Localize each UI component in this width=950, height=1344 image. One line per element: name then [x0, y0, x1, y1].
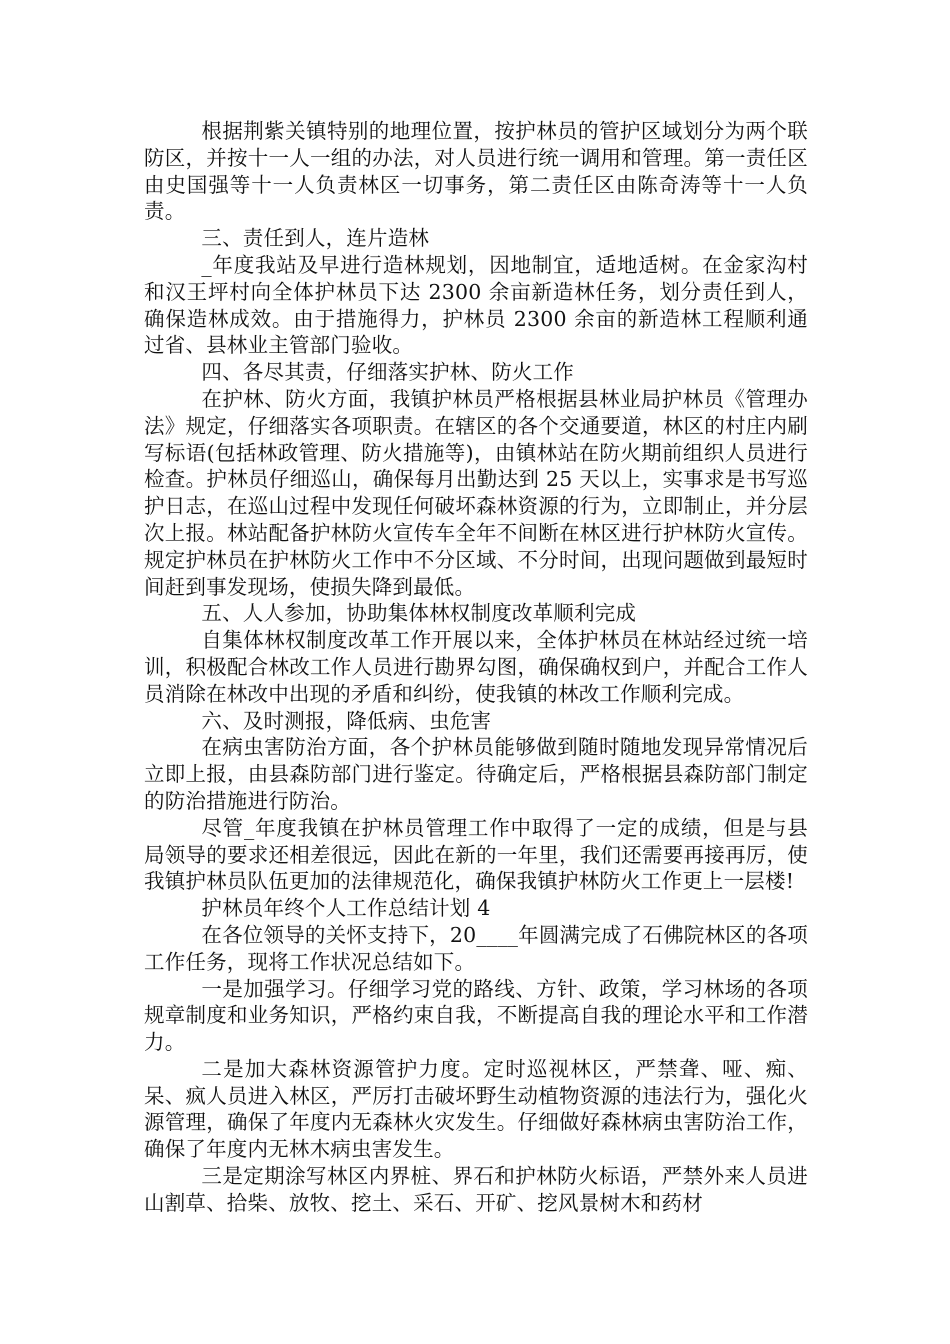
paragraph-conclusion: 尽管_年度我镇在护林员管理工作中取得了一定的成绩，但是与县局领导的要求还相差很远，因此在新的一年里，我们还需要再接再厉，使我镇护林员队伍更加的法律规范化，确保我镇护林防火工作更上一层楼! [144, 815, 808, 894]
section-heading-forest-reform: 五、人人参加，协助集体林权制度改革顺利完成 [201, 601, 637, 626]
section-heading-pest-control: 六、及时测报，降低病、虫危害 [201, 708, 492, 733]
paragraph-resource-protection: 二是加大森林资源管护力度。定时巡视林区，严禁聋、哑、痴、呆、疯人员进入林区，严厉打击破坏野生动植物资源的违法行为，强化火源管理，确保了年度内无森林火灾发生。仔细做好森林病虫害防治工作，确保了年度内无林木病虫害发生。 [144, 1056, 808, 1162]
document-subtitle: 护林员年终个人工作总结计划 4 [201, 896, 491, 921]
paragraph-study: 一是加强学习。仔细学习党的路线、方针、政策，学习林场的各项规章制度和业务知识，严格约束自我，不断提高自我的理论水平和工作潜力。 [144, 976, 808, 1055]
document-body [144, 118, 808, 1217]
paragraph-pest-control: 在病虫害防治方面，各个护林员能够做到随时随地发现异常情况后立即上报，由县森防部门进行鉴定。待确定后，严格根据县森防部门制定的防治措施进行防治。 [144, 735, 808, 813]
paragraph-afforestation: _年度我站及早进行造林规划，因地制宜，适地适树。在金家沟村和汉王坪村向全体护林员下达 2300 余亩新造林任务，划分责任到人，确保造林成效。由于措施得力，护林员 2300 余亩的新造林工程顺利通过省、县林业主管部门验收。 [144, 252, 808, 358]
paragraph-intro: 在各位领导的关怀支持下，20____年圆满完成了石佛院林区的各项工作任务，现将工作状况总结如下。 [144, 922, 808, 974]
paragraph-boundary-markers: 三是定期涂写林区内界桩、界石和护林防火标语，严禁外来人员进山割草、拾柴、放牧、挖土、采石、开矿、挖风景树木和药材 [144, 1164, 808, 1215]
paragraph-fire-prevention: 在护林、防火方面，我镇护林员严格根据县林业局护林员《管理办法》规定，仔细落实各项职责。在辖区的各个交通要道，林区的村庄内刷写标语(包括林政管理、防火措施等)，由镇林站在防火期前组织人员进行检查。护林员仔细巡山，确保每月出勤达到 25 天以上，实事求是书写巡护日志，在巡山过程中发现任何破坏森林资源的行为，立即制止，并分层次上报。林站配备护林防火宣传车全年不间断在林区进行护林防火宣传。规定护林员在护林防火工作中不分区域、不分时间，出现问题做到最短时间赶到事发现场，使损失降到最低。 [144, 386, 808, 599]
section-heading-fire-prevention: 四、各尽其责，仔细落实护林、防火工作 [201, 360, 574, 385]
paragraph-forest-reform: 自集体林权制度改革工作开展以来，全体护林员在林站经过统一培训，积极配合林改工作人员进行勘界勾图，确保确权到户，并配合工作人员消除在林改中出现的矛盾和纠纷，使我镇的林改工作顺利完成。 [144, 628, 808, 706]
section-heading-afforestation: 三、责任到人，连片造林 [201, 226, 430, 251]
paragraph-jurisdiction-division: 根据荆紫关镇特别的地理位置，按护林员的管护区域划分为两个联防区，并按十一人一组的办法，对人员进行统一调用和管理。第一责任区由史国强等十一人负责林区一切事务，第二责任区由陈奇涛等十一人负责。 [144, 119, 808, 224]
